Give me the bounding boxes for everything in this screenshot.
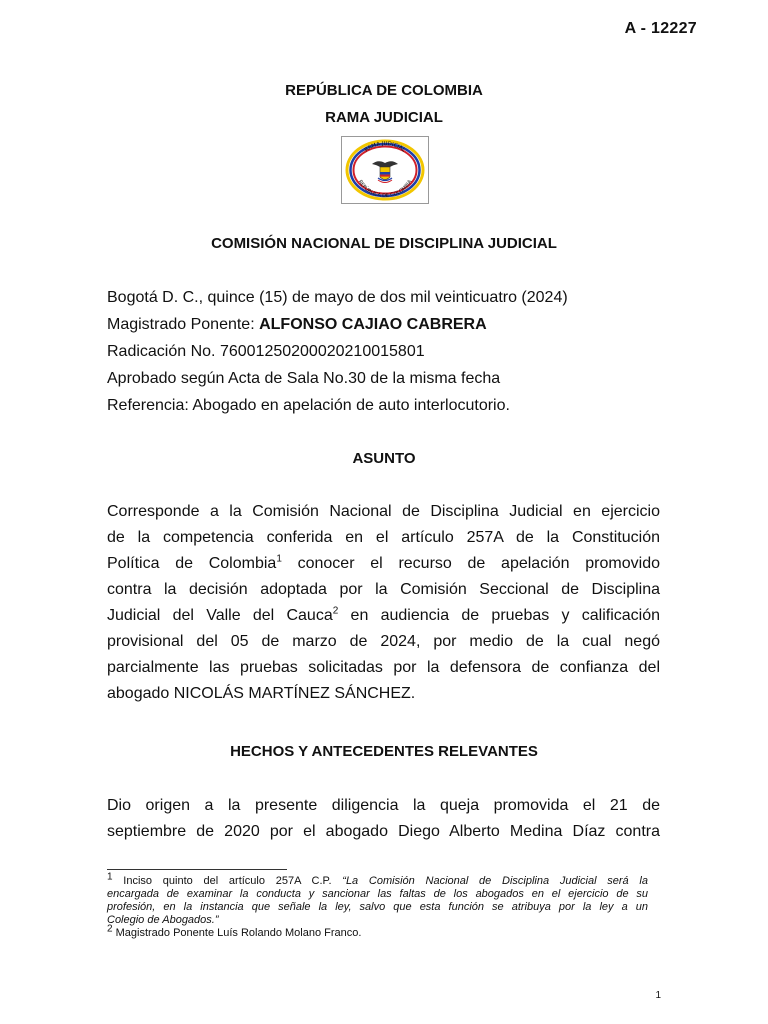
footnote-1: $^1$ Inciso quinto del artículo 257A C.P. “La Comisión Nacional de Disciplina Judicial será la: [107, 871, 648, 887]
footnote-separator: [107, 869, 287, 870]
footnotes: $^1$ Inciso quinto del artículo 257A C.P. “La Comisión Nacional de Disciplina Judicial será la encargada de examinar la conducta y sancionar las faltas de los abogados en el ejercicio de su profesión, en la instancia que señale la ley, salvo que esta función se atribuya por la ley a un Colegio de Abogados.” $^2$ Magistrado Ponente Luís Rolando Molano Franco.: [107, 871, 648, 939]
header-branch: RAMA JUDICIAL: [325, 109, 443, 126]
hechos-paragraph: Dio origen a la presente diligencia la queja promovida el 21 de septiembre de 2020 por el abogado Diego Alberto Medina Díaz contra: [107, 797, 660, 840]
meta-magistrate: [107, 316, 487, 334]
asunto-paragraph: Corresponde a la Comisión Nacional de Disciplina Judicial en ejercicio de la competencia conferida en el artículo 257A de la Constitución Política de Colombia$^1$ conocer el recurso de apelación promovido contra la decisión adoptada por la Comisión Seccional de Disciplina Judicial del Valle del Cauca$^2$ en audiencia de pruebas y calificación provisional del 05 de marzo de 2024, por medio de la cual negó parcialmente las pruebas solicitadas por la defensora de confianza del abogado NICOLÁS MARTÍNEZ SÁNCHEZ.: [107, 503, 661, 702]
magistrate-label: Magistrado Ponente:: [107, 316, 260, 333]
meta-radicacion: Radicación No. 76001250200020210015801: [107, 343, 425, 360]
section-heading-asunto: ASUNTO: [352, 450, 416, 467]
document-number: A - 12227: [624, 20, 697, 37]
meta-date: Bogotá D. C., quince (15) de mayo de dos mil veinticuatro (2024): [107, 289, 568, 306]
footnote-2: $^2$ Magistrado Ponente Luís Rolando Molano Franco.: [107, 923, 362, 939]
svg-text:RAMA JUDICIAL: RAMA JUDICIAL: [363, 140, 407, 154]
section-heading-hechos: HECHOS Y ANTECEDENTES RELEVANTES: [230, 743, 538, 760]
page-number: 1: [655, 990, 661, 1001]
footnote-ref-1: 1: [276, 553, 282, 565]
magistrate-name: ALFONSO CAJIAO CABRERA: [259, 316, 487, 333]
footnote-ref-2: 2: [332, 605, 339, 617]
meta-aprobado: Aprobado según Acta de Sala No.30 de la misma fecha: [107, 370, 501, 387]
header-country: REPÚBLICA DE COLOMBIA: [285, 82, 483, 99]
meta-referencia: Referencia: Abogado en apelación de auto interlocutorio.: [107, 397, 510, 414]
svg-text:REPÚBLICA DE COLOMBIA: REPÚBLICA DE COLOMBIA: [356, 179, 414, 200]
rama-judicial-seal-icon: [341, 136, 429, 204]
commission-title: COMISIÓN NACIONAL DE DISCIPLINA JUDICIAL: [211, 235, 557, 252]
